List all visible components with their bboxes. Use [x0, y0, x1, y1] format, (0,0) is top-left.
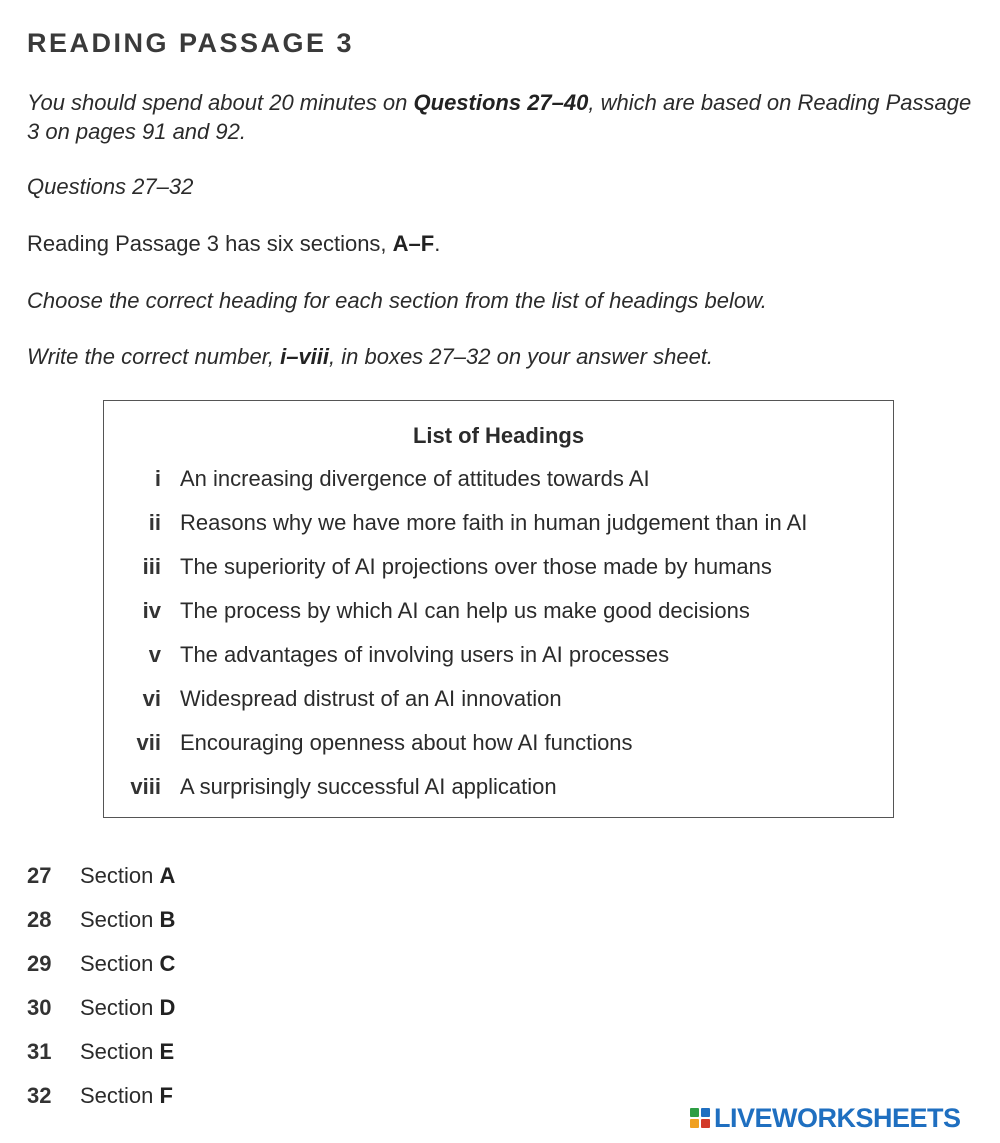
questions-range: Questions 27–32: [27, 174, 194, 199]
question-number: 32: [27, 1083, 52, 1108]
write-instruction: [27, 342, 713, 371]
logo-square-2: [701, 1108, 710, 1117]
logo-square-1: [690, 1108, 699, 1117]
section-letter: D: [159, 995, 176, 1020]
heading-text: A surprisingly successful AI application: [180, 774, 557, 799]
heading-item: [104, 552, 893, 582]
heading-text: The superiority of AI projections over those made by humans: [180, 554, 772, 579]
sections-letters: A–F: [392, 231, 435, 256]
question-label: Section C: [80, 951, 176, 976]
heading-number: iv: [142, 598, 161, 623]
write-numerals: i–viii: [280, 344, 330, 369]
heading-text: The advantages of involving users in AI processes: [180, 642, 670, 667]
headings-box: [103, 400, 894, 818]
question-number: 27: [27, 863, 52, 888]
question-label: Section B: [80, 907, 176, 932]
liveworksheets-logo: [690, 1102, 961, 1134]
heading-item: [104, 596, 893, 626]
heading-text: Widespread distrust of an AI innovation: [180, 686, 562, 711]
question-number: 31: [27, 1039, 52, 1064]
sections-text-2: .: [434, 231, 441, 256]
question-number: 28: [27, 907, 52, 932]
section-letter: C: [159, 951, 176, 976]
heading-text: Reasons why we have more faith in human judgement than in AI: [180, 510, 808, 535]
heading-text: Encouraging openness about how AI functions: [180, 730, 633, 755]
heading-number: iii: [142, 554, 161, 579]
choose-instruction: Choose the correct heading for each section from the list of headings below.: [27, 288, 767, 313]
heading-item: [104, 684, 893, 714]
heading-number: vi: [142, 686, 161, 711]
question-label: Section E: [80, 1039, 175, 1064]
heading-number: i: [154, 466, 161, 491]
heading-number: viii: [130, 774, 161, 799]
heading-text: The process by which AI can help us make good decisions: [180, 598, 750, 623]
logo-square-3: [690, 1119, 699, 1128]
logo-text: LIVEWORKSHEETS: [714, 1102, 961, 1133]
section-letter: F: [159, 1083, 173, 1108]
heading-text: An increasing divergence of attitudes towards AI: [180, 466, 650, 491]
heading-number: ii: [148, 510, 161, 535]
intro-text-1: You should spend about 20 minutes on: [27, 90, 414, 115]
section-letter: E: [159, 1039, 175, 1064]
sections-statement: [27, 229, 440, 258]
question-number: 30: [27, 995, 52, 1020]
sections-text-1: Reading Passage 3 has six sections,: [27, 231, 393, 256]
write-text-1: Write the correct number,: [27, 344, 281, 369]
heading-number: v: [148, 642, 161, 667]
intro-questions-range: Questions 27–40: [413, 90, 589, 115]
question-number: 29: [27, 951, 52, 976]
passage-title: READING PASSAGE 3: [27, 28, 355, 58]
question-label: Section D: [80, 995, 176, 1020]
logo-mark-icon: [690, 1108, 710, 1128]
heading-number: vii: [136, 730, 161, 755]
intro-text-2: , which are based on Reading Passage 3 on pages 91 and 92.: [27, 90, 972, 144]
question-label: Section F: [80, 1083, 173, 1108]
heading-item: [104, 728, 893, 758]
logo-square-4: [701, 1119, 710, 1128]
question-label: Section A: [80, 863, 176, 888]
heading-item: [104, 772, 893, 802]
headings-box-title: List of Headings: [412, 423, 585, 448]
section-letter: B: [159, 907, 176, 932]
time-instruction: [27, 88, 977, 146]
heading-item: [104, 464, 893, 494]
section-letter: A: [159, 863, 176, 888]
heading-item: [104, 640, 893, 670]
heading-item: [104, 508, 893, 538]
write-text-2: , in boxes 27–32 on your answer sheet.: [329, 344, 714, 369]
